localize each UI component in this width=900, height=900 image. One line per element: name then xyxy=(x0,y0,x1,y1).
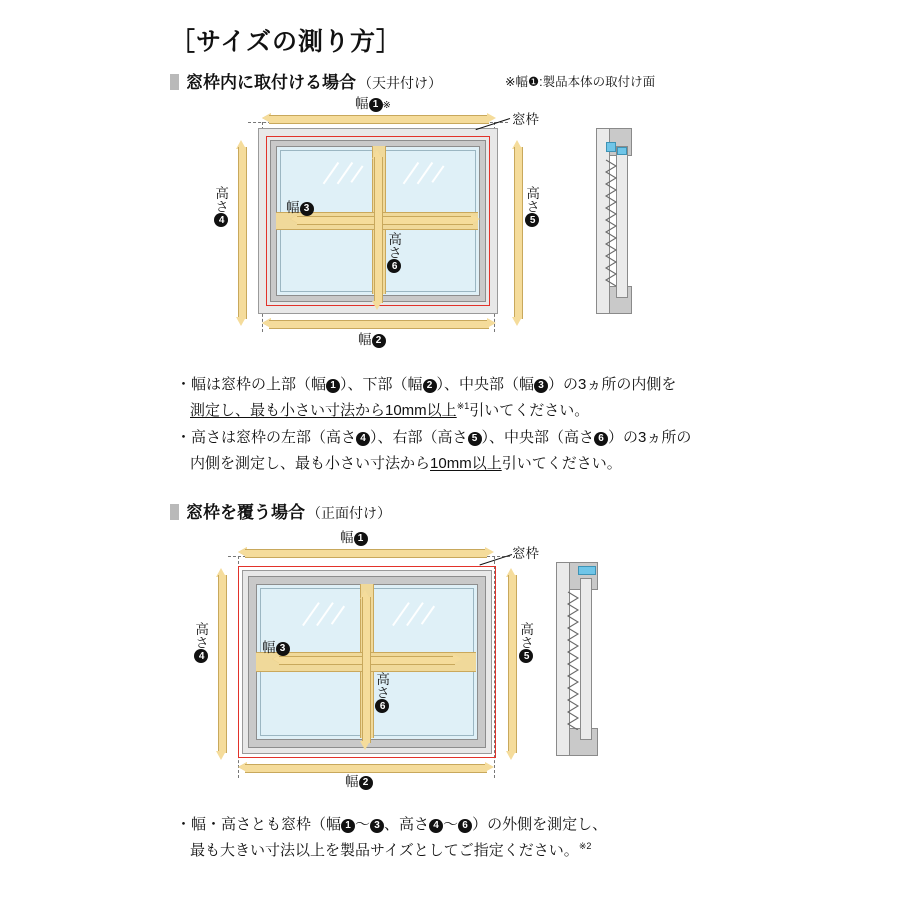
pane-bottom-left xyxy=(280,228,374,292)
s1-line3-c: ）、中央部（高さ xyxy=(481,428,595,446)
heading-bar-icon xyxy=(170,504,179,520)
circled-number-4: 4 xyxy=(429,819,443,833)
circled-number-3: 3 xyxy=(300,202,314,216)
circled-number-5: 5 xyxy=(468,432,482,446)
pane-top-right xyxy=(384,150,476,214)
s2-line2-a: 最も大きい寸法以上を製品サイズとしてご指定ください。 xyxy=(190,842,579,860)
section-1-heading-sub: （天井付け） xyxy=(358,75,442,91)
section-2-heading xyxy=(170,498,391,523)
s2-line1-d: 〜 xyxy=(443,816,459,833)
s1-line3-b: ）、右部（高さ xyxy=(370,428,468,446)
circled-number-4: 4 xyxy=(216,214,228,226)
s1-line1-d: ）の3ヵ所の内側を xyxy=(548,376,677,393)
circled-number-4: 4 xyxy=(356,432,370,446)
label-frame-1: 窓枠 xyxy=(512,112,539,127)
section-1-heading xyxy=(170,68,442,93)
s1-line4-a: 内側を測定し、最も小さい寸法から xyxy=(190,454,431,472)
s1-line3-d: ）の3ヵ所の xyxy=(608,428,692,446)
s1-line4-c: 引いてください。 xyxy=(501,454,622,472)
label-height-5: 高さ5 xyxy=(524,186,540,226)
arrow-height-4-2 xyxy=(216,568,227,760)
side-spring-icon xyxy=(604,158,618,288)
circled-number-1: 1 xyxy=(341,819,355,833)
section-2-bullets xyxy=(176,812,776,865)
label-height-6-2: 高さ6 xyxy=(374,672,390,712)
heading-bar-icon xyxy=(170,74,179,90)
circled-number-3: 3 xyxy=(534,379,548,393)
s2-line1-e: ）の外側を測定し、 xyxy=(472,816,608,833)
section-2-heading-text: 窓枠を覆う場合 xyxy=(186,503,305,522)
circled-number-5: 5 xyxy=(521,650,533,662)
side-spring-icon-2 xyxy=(566,590,580,730)
s2-line1-a: ・幅・高さとも窓枠（幅 xyxy=(176,816,342,833)
label-height-5-2: 高さ5 xyxy=(518,622,534,662)
label-width-2: 幅 2 xyxy=(358,328,386,348)
circled-number-4: 4 xyxy=(196,650,208,662)
s1-line3-a: ・高さは窓枠の左部（高さ xyxy=(176,428,357,446)
s1-line4-b: 10mm以上 xyxy=(430,454,502,472)
s2-line2-sup: ※2 xyxy=(578,841,592,852)
arrow-height-4 xyxy=(236,140,247,326)
circled-number-1: 1 xyxy=(326,379,340,393)
page-title: ［サイズの測り方］ xyxy=(170,28,403,56)
circled-number-6: 6 xyxy=(458,819,472,833)
section-1-heading-text: 窓枠内に取付ける場合 xyxy=(186,73,356,92)
arrow-width-1 xyxy=(262,113,496,124)
arrow-width-3 xyxy=(290,214,480,225)
arrow-height-5-2 xyxy=(506,568,517,760)
arrow-height-6 xyxy=(372,150,383,310)
s1-line2-b: 引いてください。 xyxy=(469,402,590,420)
circled-number-1: 1 xyxy=(354,532,368,546)
circled-number-5: 5 xyxy=(527,214,539,226)
s1-line1-c: ）、中央部（幅 xyxy=(436,376,535,393)
arrow-width-1-2 xyxy=(238,547,494,558)
s2-line1-b: 〜 xyxy=(355,816,371,833)
section-2-heading-sub: （正面付け） xyxy=(307,505,391,521)
circled-number-2: 2 xyxy=(423,379,437,393)
arrow-height-5 xyxy=(512,140,523,326)
section-1-note: ※幅❶:製品本体の取付け面 xyxy=(505,75,656,89)
s1-line2-a: 測定し、最も小さい寸法から10mm以上 xyxy=(190,402,457,420)
label-height-4-2: 高さ4 xyxy=(193,622,209,662)
arrow-height-6-2 xyxy=(360,590,371,750)
label-width-3: 幅 3 xyxy=(286,196,314,216)
label-width-2-2: 幅 2 xyxy=(345,770,373,790)
s2-line1-c: 、高さ xyxy=(384,816,430,833)
circled-number-6: 6 xyxy=(377,700,389,712)
s1-line2-sup: ※1 xyxy=(456,401,470,412)
label-frame-2: 窓枠 xyxy=(512,546,539,561)
circled-number-3: 3 xyxy=(276,642,290,656)
label-width-1: 幅 1 ※ xyxy=(355,96,391,111)
s1-line1-a: ・幅は窓枠の上部（幅 xyxy=(176,376,327,393)
label-width-3-2: 幅 3 xyxy=(262,636,290,656)
circled-number-6: 6 xyxy=(389,260,401,272)
circled-number-2: 2 xyxy=(359,776,373,790)
side-blue-cap xyxy=(617,147,627,155)
circled-number-6: 6 xyxy=(594,432,608,446)
s1-line1-b: ）、下部（幅 xyxy=(340,376,423,393)
section-1-bullets xyxy=(176,372,736,477)
circled-number-1: 1 xyxy=(369,98,383,112)
side-blue-tab-2 xyxy=(578,566,596,575)
circled-number-3: 3 xyxy=(370,819,384,833)
label-height-6: 高さ6 xyxy=(386,232,402,272)
circled-number-2: 2 xyxy=(372,334,386,348)
pane-bottom-left-2 xyxy=(260,670,362,736)
label-width-1-2: 幅 1 xyxy=(340,526,368,546)
side-blue-tab xyxy=(606,142,616,152)
label-height-4: 高さ4 xyxy=(213,186,229,226)
side-product-body-2 xyxy=(580,578,592,740)
